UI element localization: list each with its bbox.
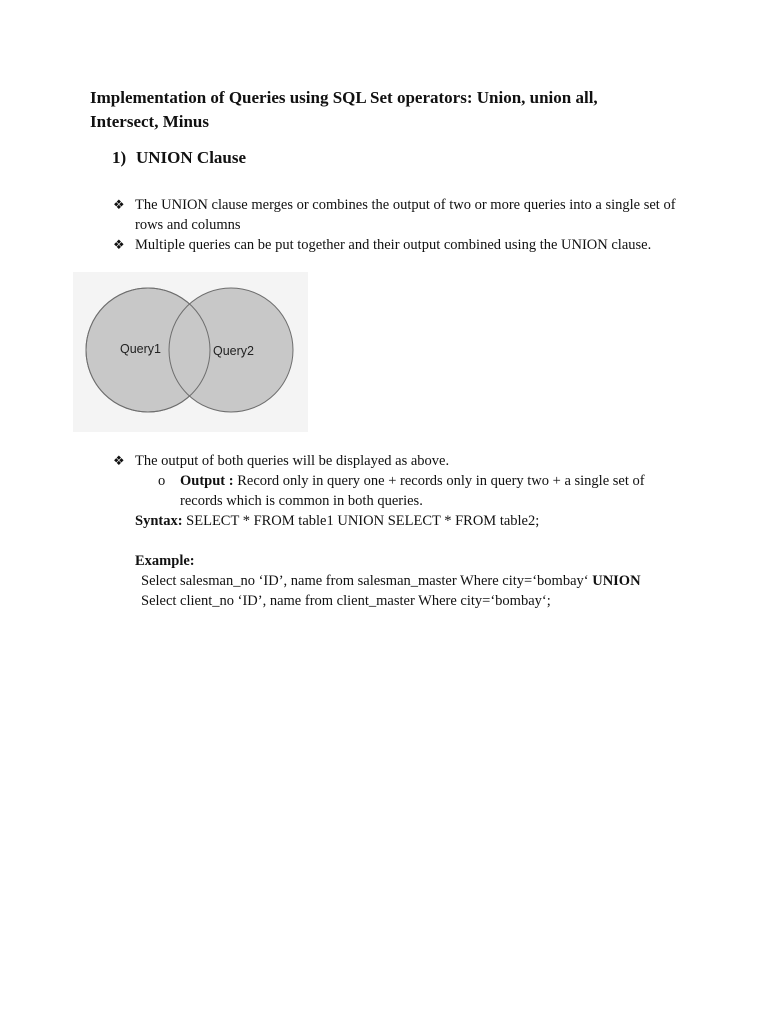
title-line-1: Implementation of Queries using SQL Set operators: Union, union all, xyxy=(90,88,598,107)
bullet-text: Multiple queries can be put together and their output combined using the UNION clause. xyxy=(135,237,652,253)
diamond-bullet-icon: ❖ xyxy=(113,453,125,468)
section-number: 1) xyxy=(112,148,127,167)
output-text: Record only in query one + records only in query two + a single set of records which is common in both queries. xyxy=(180,473,645,509)
list-item xyxy=(113,451,693,471)
venn-diagram xyxy=(73,272,308,432)
example-label: Example: xyxy=(135,553,195,569)
example-query-line-1 xyxy=(113,571,693,591)
example-query-text: Select salesman_no ‘ID’, name from salesman_master Where city=‘bombay‘ xyxy=(141,573,593,589)
section-heading xyxy=(112,147,246,169)
query1-label: Query1 xyxy=(120,342,161,356)
diamond-bullet-icon: ❖ xyxy=(113,237,125,252)
bullet-text: The output of both queries will be displayed as above. xyxy=(135,453,450,469)
query2-label: Query2 xyxy=(213,344,254,358)
document-title xyxy=(90,86,690,134)
output-section xyxy=(113,451,693,611)
circle-bullet-icon: o xyxy=(158,473,166,489)
bullet-list xyxy=(113,195,683,255)
syntax-text: SELECT * FROM table1 UNION SELECT * FROM table2; xyxy=(182,513,540,529)
output-sub-bullet xyxy=(158,471,670,511)
list-item xyxy=(113,195,683,235)
spacer xyxy=(113,531,693,551)
venn-diagram-image xyxy=(73,272,308,432)
syntax-label: Syntax: xyxy=(135,513,183,529)
syntax-line xyxy=(113,511,693,531)
output-label: Output : xyxy=(180,473,234,489)
diamond-bullet-icon: ❖ xyxy=(113,197,125,212)
example-query-line-2: Select client_no ‘ID’, name from client_master Where city=‘bombay‘; xyxy=(141,593,551,609)
bullet-text: The UNION clause merges or combines the output of two or more queries into a single set of rows and columns xyxy=(135,197,676,233)
section-heading-text: UNION Clause xyxy=(136,148,247,167)
list-item xyxy=(113,235,683,255)
title-line-2: Intersect, Minus xyxy=(90,112,209,131)
union-keyword: UNION xyxy=(592,573,641,589)
